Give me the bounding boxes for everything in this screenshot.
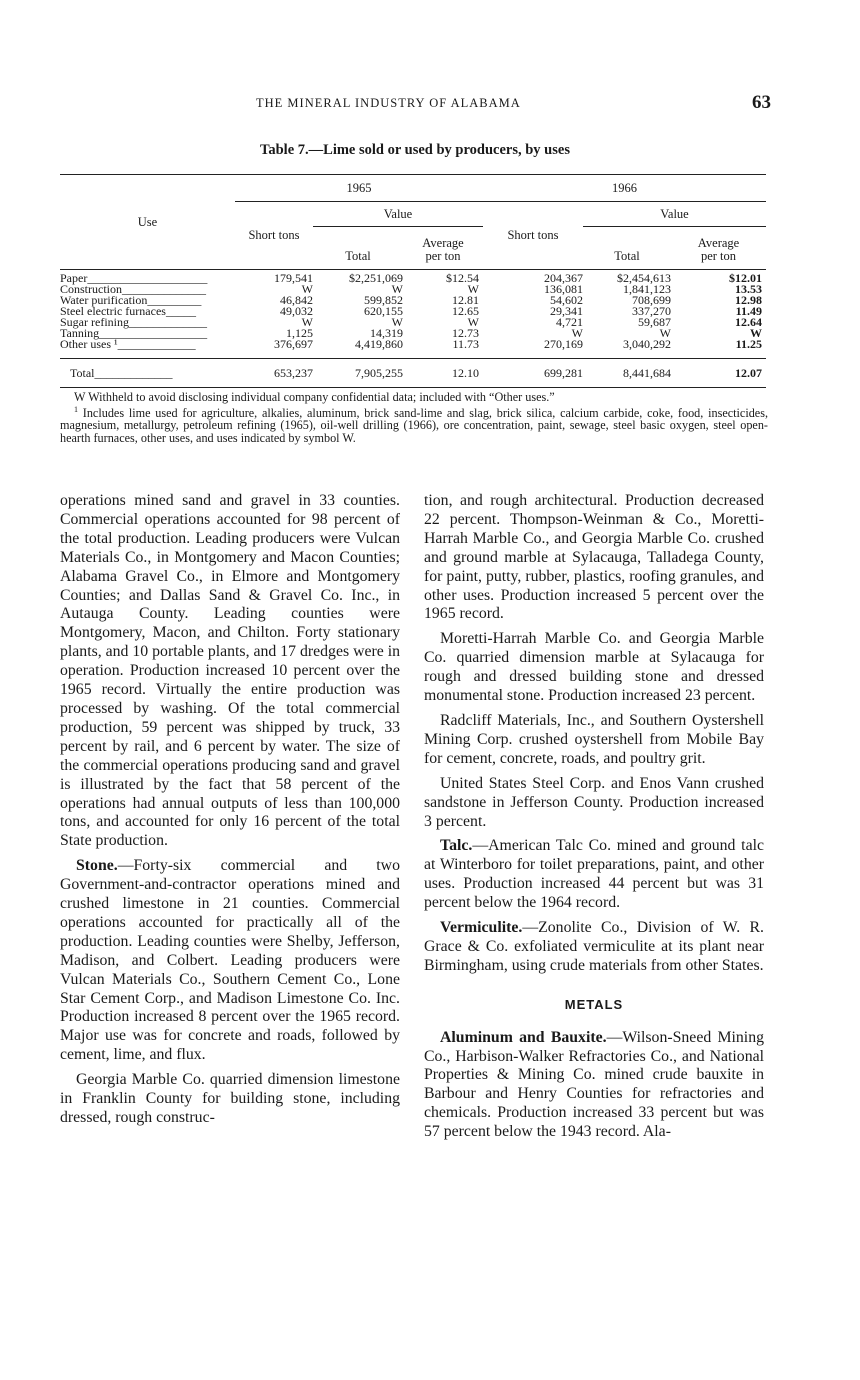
dot-leader: _____________ — [94, 366, 173, 380]
short-tons-1965-cell: 1,125 — [286, 326, 313, 340]
vermiculite-paragraph — [424, 919, 764, 976]
use-label: Water purification — [60, 293, 148, 307]
avg-per-ton-1966-cell: 11.25 — [671, 339, 766, 359]
short-tons-header-1966: Short tons — [483, 202, 583, 270]
stone-heading: Stone. — [76, 857, 118, 875]
avg-per-ton-1965-cell: 12.81 — [452, 293, 479, 307]
short-tons-1966-cell: W — [571, 326, 583, 340]
sand-gravel-paragraph: operations mined sand and gravel in 33 counties. Commercial operations accounted for 98 percent of the total production. Leading producers were Vulcan Materials Co., in Montgomery and Macon Counties; Alabama Gravel Co., in Elmore and Montgomery Counties; and Dallas Sand & Gravel Co. Inc., in Autauga County. Leading counties were Montgomery, Macon, and Chilton. Forty stationary plants, and 10 portable plants, and 17 dredges were in operation. Production increased 10 percent over the 1965 record. Virtually the entire production was processed by washing. Of the total commercial production, 59 percent was shipped by truck, 33 percent by rail, and 6 percent by water. The size of the commercial operations producing sand and gravel is illustrated by the fact that 58 percent of the operations had annual outputs of less than 100,000 tons, and accounted for only 16 percent of the total State production. — [60, 492, 400, 850]
total-1966-cell: 8,441,684 — [583, 359, 671, 388]
dot-leader: ______________ — [122, 282, 206, 296]
dot-leader: _____________ — [117, 337, 196, 351]
total-1966-cell: 1,841,123 — [623, 282, 671, 296]
dot-leader: __________________ — [99, 326, 208, 340]
avg-per-ton-1965-cell: W — [467, 282, 479, 296]
use-label: Steel electric furnaces — [60, 304, 166, 318]
table-row — [60, 339, 766, 359]
total-1965-cell: W — [391, 282, 403, 296]
avg-per-ton-1966-cell: $12.01 — [729, 271, 762, 285]
use-label: Construction — [60, 282, 122, 296]
avg-per-ton-1966-cell: 13.53 — [735, 282, 762, 296]
marble-paragraph: tion, and rough architectural. Production decreased 22 percent. Thompson-Weinman & Co., Moretti-Harrah Marble Co., and Georgia Marble Co. crushed and ground marble at Sylacauga, Talladega County, for paint, putty, rubber, plastics, roofing granules, and other uses. Production increased 5 percent over the 1965 record. — [424, 492, 764, 623]
footnote-text: Includes lime used for agriculture, alkalies, aluminum, brick sand-lime and slag, brick silica, calcium carbide, coke, food, insecticides, magnesium, metallurgy, petroleum refining (1965), oil-well drilling (1966), ore concentration, paint, sewage, steel basic oxygen, steel open-hearth furnaces, other uses, and uses indicated by symbol W. — [60, 405, 768, 445]
metals-heading: METALS — [564, 996, 624, 1012]
footnote-mark: 1 — [74, 404, 78, 414]
avg-per-ton-1966-cell: 12.98 — [735, 293, 762, 307]
avg-per-ton-1965-cell: 12.73 — [452, 326, 479, 340]
dot-leader: ____________________ — [87, 271, 208, 285]
avg-per-ton-1965-cell: W — [467, 315, 479, 329]
year-1965-header: 1965 — [235, 175, 483, 202]
limestone-paragraph: Georgia Marble Co. quarried dimension limestone in Franklin County for building stone, including dressed, rough construc- — [60, 1071, 400, 1126]
avg-per-ton-1966-cell: 12.07 — [671, 359, 766, 388]
total-1965-cell: 620,155 — [364, 304, 403, 318]
short-tons-1966-cell: 136,081 — [544, 282, 583, 296]
total-1965-cell: 14,319 — [370, 326, 403, 340]
total-1966-cell: W — [659, 326, 671, 340]
avg-per-ton-1965-cell: 11.73 — [403, 339, 483, 359]
use-cell — [60, 339, 235, 359]
avg-per-ton-1965-cell: 12.10 — [403, 359, 483, 388]
short-tons-1965-cell: 376,697 — [235, 339, 313, 359]
left-column — [60, 492, 400, 1134]
use-label: Paper — [60, 271, 88, 285]
total-row — [60, 359, 766, 388]
total-1965-cell: 599,852 — [364, 293, 403, 307]
vermiculite-text: —Zonolite Co., Division of W. R. Grace & Co. exfoliated vermiculite at its plant near Birmingham, using crude materials from other States. — [424, 919, 764, 974]
avg-per-ton-1966-cell: W — [750, 326, 762, 340]
year-1966-header: 1966 — [483, 175, 766, 202]
short-tons-1965-cell: 49,032 — [280, 304, 313, 318]
total-1965-cell: 7,905,255 — [313, 359, 403, 388]
dot-leader: _____ — [165, 304, 196, 318]
talc-paragraph — [424, 837, 764, 913]
total-header-1965: Total — [313, 227, 403, 270]
aluminum-heading: Aluminum and Bauxite. — [440, 1028, 607, 1046]
short-tons-1965-cell: W — [301, 315, 313, 329]
use-header: Use — [60, 175, 235, 270]
average-header-1965: Average per ton — [403, 227, 483, 270]
avg-per-ton-1965-cell: $12.54 — [446, 271, 479, 285]
total-1965-cell: 4,419,860 — [313, 339, 403, 359]
short-tons-1966-cell: 270,169 — [483, 339, 583, 359]
short-tons-1965-cell: 179,541 — [274, 271, 313, 285]
total-1966-cell: 708,699 — [632, 293, 671, 307]
withheld-note: W Withheld to avoid disclosing individual company confidential data; included with “Other uses.” — [74, 390, 555, 404]
total-1966-cell: 337,270 — [632, 304, 671, 318]
short-tons-1965-cell: 46,842 — [280, 293, 313, 307]
short-tons-1966-cell: 54,602 — [550, 293, 583, 307]
average-header-1966: Average per ton — [671, 227, 766, 270]
value-header-1965: Value — [313, 202, 483, 227]
dot-leader: _____________ — [128, 315, 207, 329]
avg-per-ton-1965-cell: 12.65 — [452, 304, 479, 318]
short-tons-1965-cell: W — [301, 282, 313, 296]
talc-text: —American Talc Co. mined and ground talc at Winterboro for toilet preparations, paint, and other uses. Production increased 44 percent but was 31 percent below the 1964 record. — [424, 837, 764, 912]
short-tons-1966-cell: 29,341 — [550, 304, 583, 318]
page-number: 63 — [752, 92, 771, 113]
total-header-1966: Total — [583, 227, 671, 270]
table-body — [60, 270, 766, 388]
total-1966-cell: 59,687 — [638, 315, 671, 329]
use-label: Tanning — [60, 326, 100, 340]
aluminum-paragraph — [424, 1029, 764, 1142]
sandstone-paragraph: United States Steel Corp. and Enos Vann crushed sandstone in Jefferson County. Production increased 3 percent. — [424, 774, 764, 830]
avg-per-ton-1966-cell: 12.64 — [735, 315, 762, 329]
oystershell-paragraph: Radcliff Materials, Inc., and Southern Oystershell Mining Corp. crushed oystershell from Mobile Bay for cement, concrete, roads, and poultry grit. — [424, 711, 764, 767]
table-notes — [60, 391, 768, 444]
total-1966-cell: 3,040,292 — [583, 339, 671, 359]
use-cell — [60, 359, 235, 388]
stone-paragraph — [60, 857, 400, 1065]
dimension-marble-paragraph: Moretti-Harrah Marble Co. and Georgia Marble Co. quarried dimension marble at Sylacauga for rough and dressed building stone and dressed monumental stone. Production increased 23 percent. — [424, 630, 764, 705]
total-1965-cell: W — [391, 315, 403, 329]
running-title: THE MINERAL INDUSTRY OF ALABAMA — [256, 96, 521, 110]
short-tons-1965-cell: 653,237 — [235, 359, 313, 388]
use-label: Sugar refining — [60, 315, 129, 329]
avg-per-ton-1966-cell: 11.49 — [735, 304, 762, 318]
right-column — [424, 492, 764, 1148]
short-tons-1966-cell: 699,281 — [483, 359, 583, 388]
short-tons-header-1965: Short tons — [235, 202, 313, 270]
lime-table — [60, 174, 766, 388]
short-tons-1966-cell: 4,721 — [556, 315, 583, 329]
footnote-1 — [60, 404, 768, 445]
aluminum-text: —Wilson-Sneed Mining Co., Harbison-Walker Refractories Co., and National Properties & Mining Co. mined crude bauxite in Barbour and Henry Counties for refractories and chemicals. Production increased 33 percent but was 57 percent below the 1943 record. Ala- — [424, 1028, 764, 1141]
dot-leader: _________ — [147, 293, 202, 307]
vermiculite-heading: Vermiculite. — [440, 919, 523, 937]
table-title: Table 7.—Lime sold or used by producers, by uses — [260, 142, 570, 158]
total-1965-cell: $2,251,069 — [349, 271, 403, 285]
total-1966-cell: $2,454,613 — [617, 271, 671, 285]
stone-text: —Forty-six commercial and two Government-and-contractor operations mined and crushed limestone in 21 counties. Commercial operations accounted for practically all of the production. Leading counties were Shelby, Jefferson, Madison, and Colbert. Leading producers were Vulcan Materials Co., Southern Cement Co., Lone Star Cement Corp., and Madison Limestone Co. Inc. Production increased 8 percent over the 1965 record. Major use was for concrete and roads, followed by cement, lime, and flux. — [60, 857, 400, 1064]
use-label: Other uses ¹ — [60, 337, 118, 351]
short-tons-1966-cell: 204,367 — [544, 271, 583, 285]
talc-heading: Talc. — [440, 837, 473, 855]
use-label: Total — [70, 366, 95, 380]
value-header-1966: Value — [583, 202, 766, 227]
